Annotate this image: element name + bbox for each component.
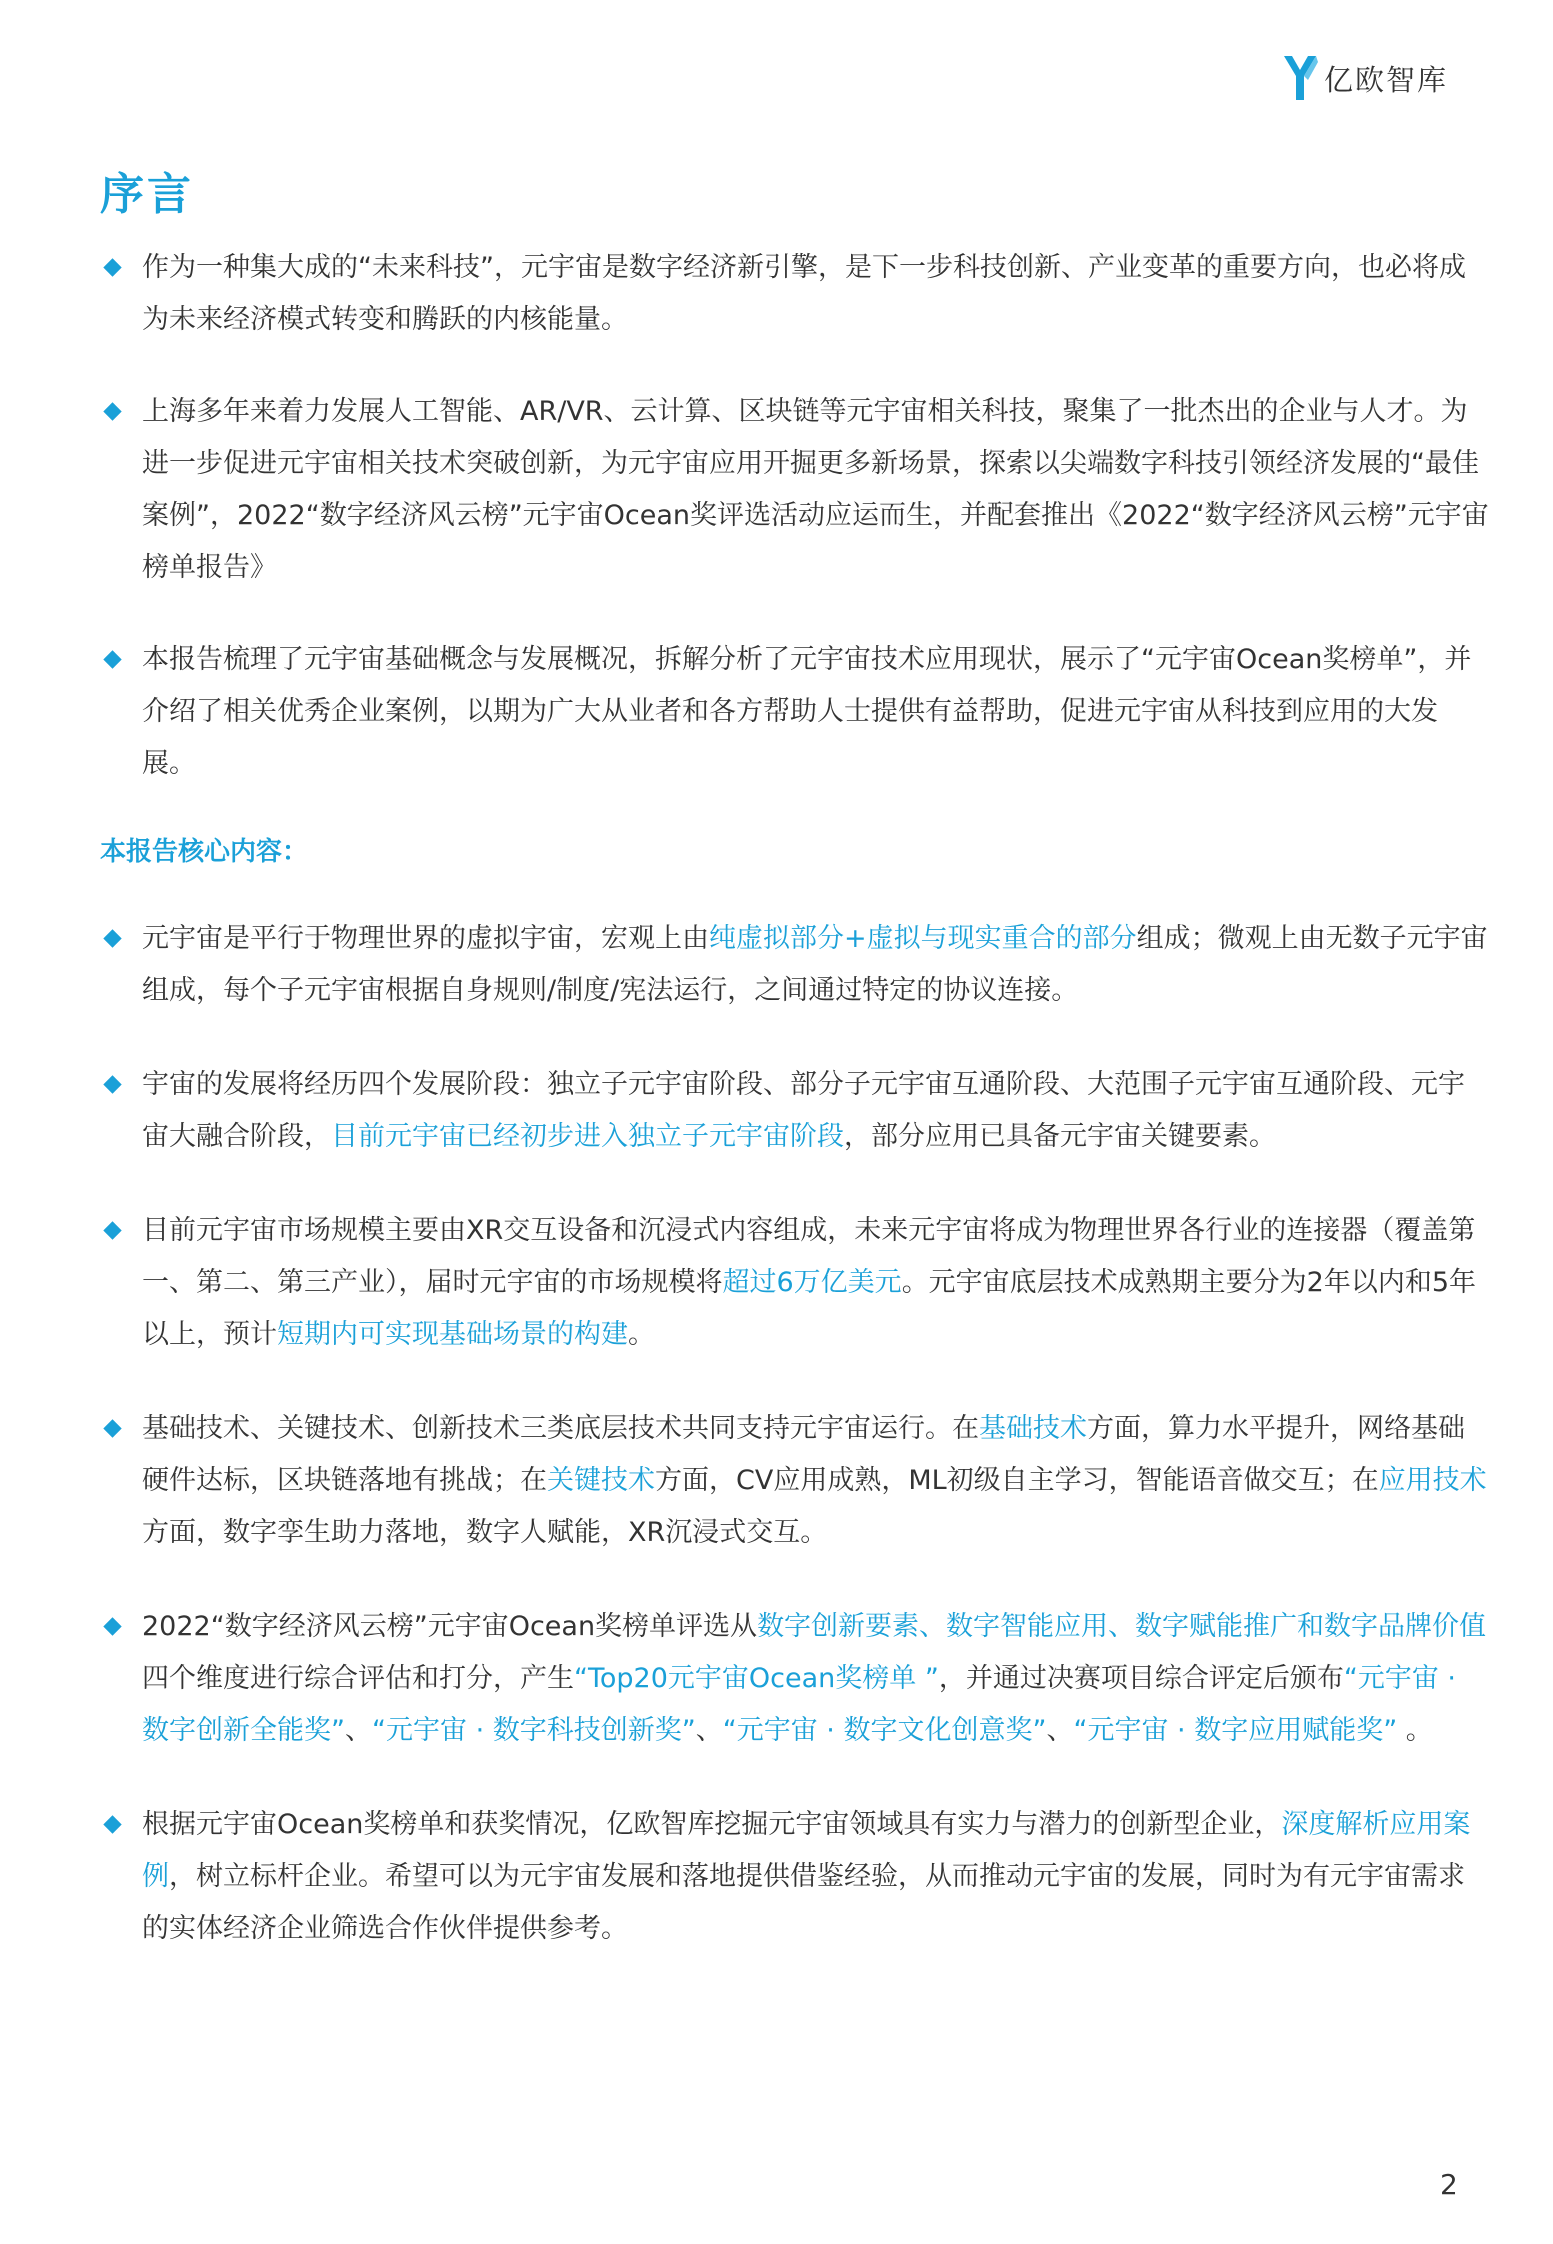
preface-content xyxy=(100,242,1490,1955)
body-text: 基础技术、关键技术、创新技术三类底层技术共同支持元宇宙运行。在 xyxy=(142,1413,979,1444)
body-text: 、 xyxy=(695,1715,723,1746)
body-text: 四个维度进行综合评估和打分，产生 xyxy=(142,1663,574,1694)
bullet-text xyxy=(142,1059,1490,1163)
diamond-bullet-icon xyxy=(103,1815,121,1833)
body-text: 。 xyxy=(1397,1715,1433,1746)
bullet-text xyxy=(142,1799,1490,1955)
bullet-text xyxy=(142,386,1490,594)
highlight-text: 关键技术 xyxy=(547,1465,655,1496)
bullet-text xyxy=(142,1205,1490,1361)
brand-logo xyxy=(1282,52,1448,104)
diamond-bullet-icon xyxy=(103,929,121,947)
intro-bullet-1 xyxy=(100,242,1490,346)
page-title: 序言 xyxy=(100,169,194,220)
yiou-logo-icon xyxy=(1282,52,1320,104)
page-number: 2 xyxy=(1440,2168,1458,2201)
bullet-text xyxy=(142,913,1490,1017)
body-text: 宇宙的发展将经历四个发展阶段：独立子元宇宙阶段、部分子元宇宙互通阶段、大范围子元宇宙互通阶段、元宇宙大融合阶段， xyxy=(142,1069,1465,1152)
core-bullet-6 xyxy=(100,1799,1490,1955)
body-text: 作为一种集大成的“未来科技”，元宇宙是数字经济新引擎，是下一步科技创新、产业变革的重要方向，也必将成为未来经济模式转变和腾跃的内核能量。 xyxy=(142,252,1466,335)
core-bullet-5 xyxy=(100,1601,1490,1757)
body-text: 。元宇宙底层技术成熟期主要分为2年以内和5年以上，预计 xyxy=(142,1267,1477,1350)
body-text: ，并通过决赛项目综合评定后颁布 xyxy=(938,1663,1344,1694)
bullet-text xyxy=(142,242,1490,346)
logo-text: 亿欧智库 xyxy=(1324,62,1449,97)
bullet-text xyxy=(142,634,1490,790)
highlight-text: 深度解析应用案例 xyxy=(142,1809,1471,1892)
highlight-text: “Top20元宇宙Ocean奖榜单 ” xyxy=(574,1663,939,1694)
body-text: ，部分应用已具备元宇宙关键要素。 xyxy=(844,1121,1276,1152)
core-content-heading: 本报告核心内容： xyxy=(100,837,309,867)
core-bullet-3 xyxy=(100,1205,1490,1361)
body-text: 组成；微观上由无数子元宇宙组成，每个子元宇宙根据自身规则/制度/宪法运行，之间通过特定的协议连接。 xyxy=(142,923,1488,1006)
highlight-text: 应用技术 xyxy=(1378,1465,1487,1496)
body-text: 本报告梳理了元宇宙基础概念与发展概况，拆解分析了元宇宙技术应用现状，展示了“元宇宙Ocean奖榜单”，并介绍了相关优秀企业案例，以期为广大从业者和各方帮助人士提供有益帮助，促进元宇宙从科技到应用的大发展。 xyxy=(142,644,1472,779)
body-text: 2022“数字经济风云榜”元宇宙Ocean奖榜单评选从 xyxy=(142,1611,758,1642)
diamond-bullet-icon xyxy=(103,402,121,420)
diamond-bullet-icon xyxy=(103,258,121,276)
bullet-text xyxy=(142,1403,1490,1559)
diamond-bullet-icon xyxy=(103,1617,121,1635)
core-bullet-4 xyxy=(100,1403,1490,1559)
body-text: 根据元宇宙Ocean奖榜单和获奖情况，亿欧智库挖掘元宇宙领域具有实力与潜力的创新型企业， xyxy=(142,1809,1282,1840)
body-text: 、 xyxy=(345,1715,372,1746)
body-text: 、 xyxy=(1046,1715,1074,1746)
diamond-bullet-icon xyxy=(103,1419,121,1437)
core-bullet-2 xyxy=(100,1059,1490,1163)
intro-bullet-2 xyxy=(100,386,1490,594)
highlight-text: 超过6万亿美元 xyxy=(722,1267,902,1298)
highlight-text: 目前元宇宙已经初步进入独立子元宇宙阶段 xyxy=(331,1121,844,1152)
highlight-text: 纯虚拟部分+虚拟与现实重合的部分 xyxy=(709,923,1137,954)
bullet-text xyxy=(142,1601,1490,1757)
body-text: 方面，CV应用成熟，ML初级自主学习，智能语音做交互；在 xyxy=(655,1465,1379,1496)
body-text: 方面，数字孪生助力落地，数字人赋能，XR沉浸式交互。 xyxy=(142,1517,828,1548)
highlight-text: 数字创新要素、数字智能应用、数字赋能推广和数字品牌价值 xyxy=(757,1611,1487,1642)
diamond-bullet-icon xyxy=(103,1221,121,1239)
body-text: 目前元宇宙市场规模主要由XR交互设备和沉浸式内容组成，未来元宇宙将成为物理世界各行业的连接器（覆盖第一、第二、第三产业），届时元宇宙的市场规模将 xyxy=(142,1215,1476,1298)
body-text: 元宇宙是平行于物理世界的虚拟宇宙，宏观上由 xyxy=(142,923,709,954)
highlight-text: 短期内可实现基础场景的构建 xyxy=(277,1319,628,1350)
body-text: ，树立标杆企业。希望可以为元宇宙发展和落地提供借鉴经验，从而推动元宇宙的发展，同时为有元宇宙需求的实体经济企业筛选合作伙伴提供参考。 xyxy=(142,1861,1465,1944)
highlight-text: “元宇宙 · 数字创新全能奖” xyxy=(142,1663,1456,1746)
highlight-text: 基础技术 xyxy=(979,1413,1087,1444)
body-text: 上海多年来着力发展人工智能、AR/VR、云计算、区块链等元宇宙相关科技，聚集了一批杰出的企业与人才。为进一步促进元宇宙相关技术突破创新，为元宇宙应用开掘更多新场景，探索以尖端数字科技引领经济发展的“最佳案例”，2022“数字经济风云榜”元宇宙Ocean奖评选活动应运而生，并配套推出《2022“数字经济风云榜”元宇宙榜单报告》 xyxy=(142,396,1489,583)
highlight-text: “元宇宙 · 数字应用赋能奖” xyxy=(1073,1715,1398,1746)
intro-bullet-3 xyxy=(100,634,1490,790)
body-text: 方面，算力水平提升，网络基础硬件达标，区块链落地有挑战；在 xyxy=(142,1413,1465,1496)
core-bullet-1 xyxy=(100,913,1490,1017)
highlight-text: “元宇宙 · 数字科技创新奖” xyxy=(372,1715,696,1746)
diamond-bullet-icon xyxy=(103,1075,121,1093)
highlight-text: “元宇宙 · 数字文化创意奖” xyxy=(722,1715,1047,1746)
diamond-bullet-icon xyxy=(103,650,121,668)
body-text: 。 xyxy=(628,1319,655,1350)
